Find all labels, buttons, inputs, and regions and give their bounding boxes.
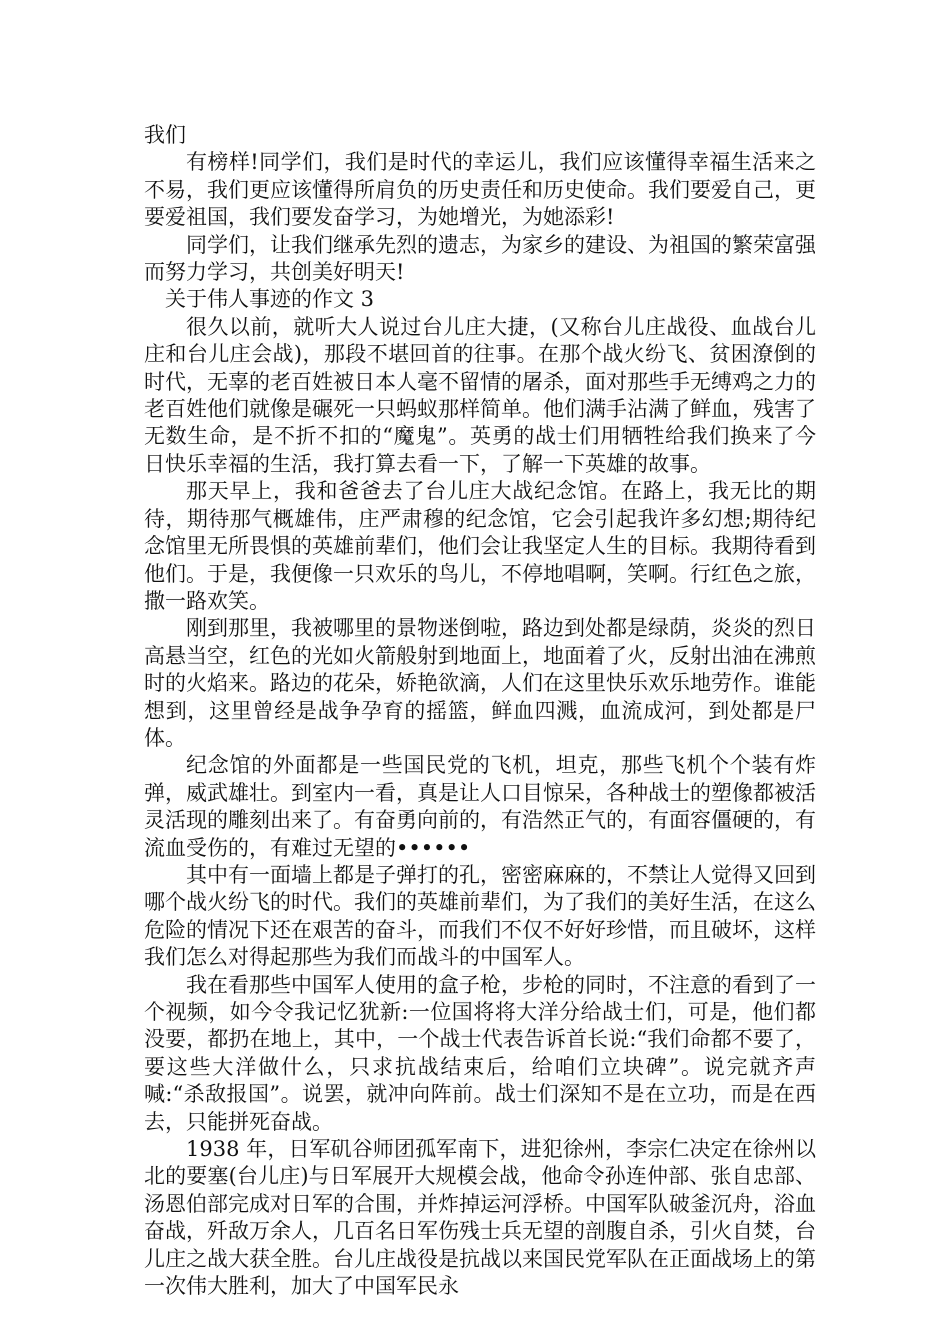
paragraph-taierzhuang-intro: 很久以前，就听大人说过台儿庄大捷，(又称台儿庄战役、血战台儿庄和台儿庄会战)，那段不堪回首的往事。在那个战火纷飞、贫困潦倒的时代，无辜的老百姓被日本人毫不留情的屠杀，面对那些手无缚鸡之力的老百姓他们就像是碾死一只蚂蚁那样简单。他们满手沾满了鲜血，残害了无数生命，是不折不扣的“魔鬼”。英勇的战士们用牺牲给我们换来了今日快乐幸福的生活，我打算去看一下，了解一下英雄的故事。 bbox=[144, 314, 816, 476]
paragraph-memorial-exterior: 纪念馆的外面都是一些国民党的飞机，坦克，那些飞机个个装有炸弹，威武雄壮。到室内一看，真是让人口目惊呆，各种战士的塑像都被活灵活现的雕刻出来了。有奋勇向前的，有浩然正气的，有面容僵硬的，有流血受伤的，有难过无望的•••••• bbox=[144, 753, 816, 860]
paragraph-battle-1938: 1938 年，日军矶谷师团孤军南下，进犯徐州，李宗仁决定在徐州以北的要塞(台儿庄)与日军展开大规模会战，他命令孙连仲部、张自忠部、汤恩伯部完成对日军的合围，并炸掉运河浮桥。中国军队破釜沉舟，浴血奋战，歼敌万余人，几百名日军伤残士兵无望的剖腹自杀，引火自焚，台儿庄之战大获全胜。台儿庄战役是抗战以来国民党军队在正面战场上的第一次伟大胜利，加大了中国军民永 bbox=[144, 1137, 816, 1299]
paragraph-fragment: 我们 bbox=[144, 123, 186, 147]
paragraph-arrival-scenery: 刚到那里，我被哪里的景物迷倒啦，路边到处都是绿荫，炎炎的烈日高悬当空，红色的光如火箭般射到地面上，地面着了火，反射出油在沸煎时的火焰来。路边的花朵，娇艳欲滴，人们在这里快乐欢乐地劳作。谁能想到，这里曾经是战争孕育的摇篮，鲜血四溅，血流成河，到处都是尸体。 bbox=[144, 616, 816, 750]
paragraph-bullet-wall: 其中有一面墙上都是子弹打的孔，密密麻麻的，不禁让人觉得又回到哪个战火纷飞的时代。我们的英雄前辈们，为了我们的美好生活，在这么危险的情况下还在艰苦的奋斗，而我们不仅不好好珍惜，而且破坏，这样我们怎么对得起那些为我们而战斗的中国军人。 bbox=[144, 862, 816, 970]
paragraph-role-models: 有榜样!同学们，我们是时代的幸运儿，我们应该懂得幸福生活来之不易，我们更应该懂得所肩负的历史责任和历史使命。我们要爱自己，更要爱祖国，我们要发奋学习，为她增光，为她添彩! bbox=[144, 150, 816, 230]
paragraph-video-story: 我在看那些中国军人使用的盒子枪，步枪的同时，不注意的看到了一个视频，如今令我记忆犹新:一位国将将大洋分给战士们，可是，他们都没要，都扔在地上，其中，一个战士代表告诉首长说:“我们命都不要了，要这些大洋做什么，只求抗战结束后，给咱们立块碑”。说完就齐声喊:“杀敌报国”。说罢，就冲向阵前。战士们深知不是在立功，而是在西去，只能拼死奋战。 bbox=[144, 972, 816, 1134]
paragraph-inherit-will: 同学们，让我们继承先烈的遗志，为家乡的建设、为祖国的繁荣富强而努力学习，共创美好明天! bbox=[144, 232, 816, 285]
paragraph-morning-visit: 那天早上，我和爸爸去了台儿庄大战纪念馆。在路上，我无比的期待，期待那气概雄伟，庄严肃穆的纪念馆，它会引起我许多幻想;期待纪念馆里无所畏惧的英雄前辈们，他们会让我坚定人生的目标。我期待看到他们。于是，我便像一只欢乐的鸟儿，不停地唱啊，笑啊。行红色之旅，撒一路欢笑。 bbox=[144, 479, 816, 613]
document-body bbox=[144, 122, 816, 1300]
essay-heading: 关于伟人事迹的作文 3 bbox=[165, 287, 375, 312]
